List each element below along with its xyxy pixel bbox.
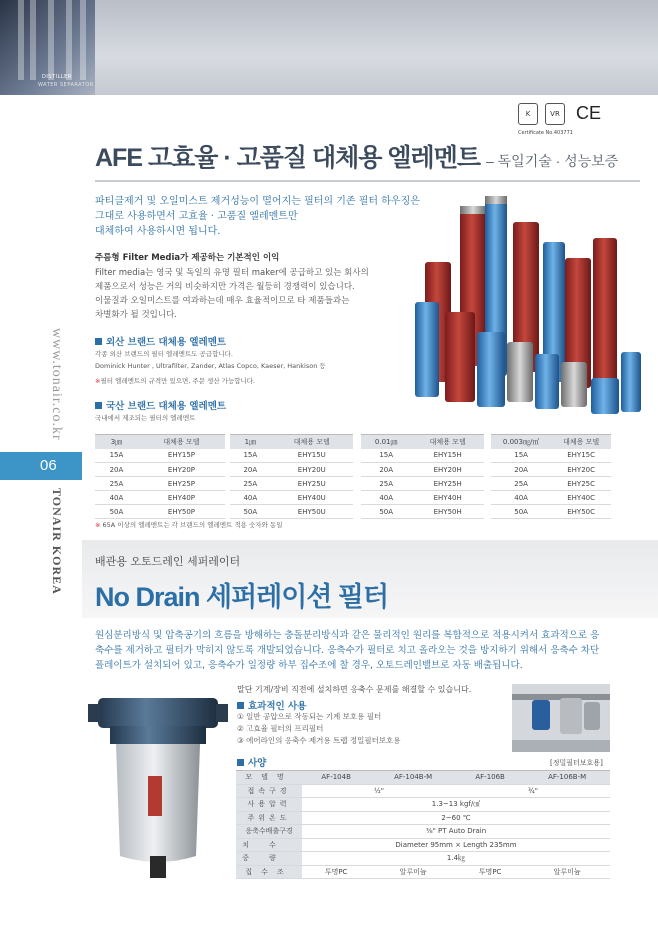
intro-line: 파티클제거 및 오일미스트 제거성능이 떨어지는 필터의 기존 필터 하우징은 (95, 196, 420, 207)
square-bullet-icon (95, 402, 102, 409)
afe-title (95, 138, 618, 174)
side-url: www.tonair.co.kr (49, 328, 64, 441)
foreign-note: ※필터 엘레멘트의 규격만 있으면, 주문 생산 가능합니다. (95, 377, 256, 385)
element-table-001um (361, 434, 484, 519)
list-item: ③ 에어라인의 응축수 제거용 트랩 정밀필터보호용 (237, 736, 401, 745)
note-star-icon: ※ (95, 377, 101, 385)
table-row: 50A EHY50H (361, 505, 484, 519)
spec-label: 사용압력 (236, 798, 302, 812)
foreign-brands: Dominick Hunter , Ultrafilter, Zander, Atlas Copco, Kaeser, Hankison 등 (95, 362, 326, 370)
filter-elements-photo (415, 182, 643, 422)
table-row: 중량 1.4㎏ (236, 852, 610, 866)
table-row: 20A EHY20H (361, 463, 484, 477)
table-row: 40A EHY40H (361, 491, 484, 505)
benefit-line: 차별화가 될 것입니다. (95, 310, 178, 320)
spec-label: 집수조 (236, 865, 302, 879)
intro-line: 대체하여 사용하시면 됩니다. (95, 226, 221, 237)
cert-k-icon: K (518, 103, 538, 125)
table-row: 40A EHY40C (491, 491, 611, 505)
uses-list (237, 711, 401, 747)
table-row: 40A EHY40U (230, 491, 353, 505)
element-table-3um (95, 434, 225, 519)
table-row: 접속구경 ½" ¾" (236, 784, 610, 798)
side-brand: TONAIR KOREA (50, 488, 64, 595)
table-row: 15A EHY15P (95, 449, 225, 463)
domestic-line1: 국내에서 제조되는 필터의 엘레멘트 (95, 414, 196, 422)
benefit-text (95, 266, 415, 322)
benefit-title: 주름형 Filter Media가 제공하는 기본적인 이익 (95, 253, 280, 263)
square-bullet-icon (237, 702, 244, 709)
table-row: 15A EHY15U (230, 449, 353, 463)
spec-label: 치수 (236, 838, 302, 852)
table-row: 20A EHY20U (230, 463, 353, 477)
table-row: 사용압력 1.3~13 kgf/㎠ (236, 798, 610, 812)
certificate-number: Certificate No.403771 (518, 130, 573, 136)
page-number: 06 (40, 457, 57, 474)
note-star-icon: ※ (95, 521, 101, 529)
desc-line: 축수를 제거하고 필터가 막히지 않도록 개발되었습니다. 응축수가 필터로 치고 올라오는 것을 방지하기 위해서 응축수 차단 (95, 645, 600, 656)
table-row: 15A EHY15H (361, 449, 484, 463)
header-brandline: DISTILLER (42, 74, 72, 80)
table-row: 25A EHY25P (95, 477, 225, 491)
installation-photo (512, 684, 610, 752)
element-table-1um (230, 434, 353, 519)
model-header: 대체용 모델 (138, 435, 225, 449)
benefit-line: Filter media는 영국 및 독일의 유명 필터 maker에 공급하고 있는 회사의 (95, 268, 369, 278)
afe-intro (95, 194, 425, 239)
benefit-line: 제품으로서 성능은 거의 비슷하지만 가격은 월등히 경쟁력이 있습니다. (95, 282, 355, 292)
desc-line: 원심분리방식 및 압축공기의 흐름을 방해하는 충돌분리방식과 같은 물리적인 원리를 복합적으로 적용시켜서 효과적으로 응 (95, 630, 600, 641)
table-row: 50A EHY50U (230, 505, 353, 519)
grade-header: 0.01㎛ (361, 435, 411, 449)
model-header: 대체용 모델 (271, 435, 353, 449)
table-row: 50A EHY50P (95, 505, 225, 519)
ce-mark: CE (576, 103, 602, 123)
uses-heading: 효과적인 사용 (237, 698, 306, 712)
domestic-heading: 국산 브랜드 대체용 엘레멘트 (95, 398, 226, 412)
afe-title-text: AFE 고효율 · 고품질 대체용 엘레멘트 (95, 144, 481, 172)
table-row: 15A EHY15C (491, 449, 611, 463)
table-row: 응축수배출구경 ⅜" PT Auto Drain (236, 825, 610, 839)
grade-header: 3㎛ (95, 435, 138, 449)
table-row: 집수조 투명PC 알루미늄 투명PC 알루미늄 (236, 865, 610, 879)
foreign-heading: 외산 브랜드 대체용 엘레멘트 (95, 334, 226, 348)
model-header: 대체용 모델 (551, 435, 611, 449)
certification-marks (518, 103, 602, 136)
table-row: 25A EHY25H (361, 477, 484, 491)
nodrain-title: No Drain 세퍼레이션 필터 (95, 582, 389, 612)
nodrain-description (95, 628, 635, 673)
spec-table (236, 770, 610, 879)
spec-label: 중량 (236, 852, 302, 866)
spec-heading: 사양 (237, 755, 266, 769)
table-row: 20A EHY20P (95, 463, 225, 477)
separator-filter-photo (88, 686, 228, 886)
benefit-line: 이물질과 오일미스트를 여과하는데 매우 효율적이므로 타 제품들과는 (95, 296, 350, 306)
afe-subtitle: – 독일기술 · 성능보증 (485, 153, 619, 169)
spec-note: [정밀필터보호용] (550, 759, 603, 767)
header-brandline-sub: WATER SEPARATOR (38, 82, 94, 88)
table-row: 치수 Diameter 95mm × Length 235mm (236, 838, 610, 852)
header-logo-graphic (0, 0, 95, 95)
model-header: 대체용 모델 (411, 435, 484, 449)
nodrain-pretitle: 배관용 오토드레인 세퍼레이터 (95, 555, 241, 568)
grade-header: 0.003㎎/㎥ (491, 435, 551, 449)
table-footnote: ※ 65A 이상의 엘레멘트는 각 브랜드의 엘레멘트 적용 숫자와 동일 (95, 521, 283, 529)
square-bullet-icon (237, 759, 244, 766)
cert-vr-icon: VR (545, 103, 565, 125)
spec-label: 모델명 (236, 771, 302, 785)
grade-header: 1㎛ (230, 435, 271, 449)
desc-line: 플레이트가 설치되어 있고, 응축수가 일정량 하부 집수조에 찰 경우, 오토드레인밸브로 자동 배출됩니다. (95, 660, 523, 671)
table-row: 40A EHY40P (95, 491, 225, 505)
spec-label: 응축수배출구경 (236, 825, 302, 839)
element-table-0003mg (491, 434, 611, 519)
table-row: 50A EHY50C (491, 505, 611, 519)
square-bullet-icon (95, 338, 102, 345)
table-row: 20A EHY20C (491, 463, 611, 477)
table-row: 25A EHY25C (491, 477, 611, 491)
nodrain-lead: 말단 기계/장비 직전에 설치하면 응축수 문제를 해결할 수 있습니다. (237, 685, 472, 694)
table-row: 모델명 AF-104B AF-104B-M AF-106B AF-106B-M (236, 771, 610, 785)
foreign-line1: 각종 외산 브랜드의 필터 엘레멘트도 공급합니다. (95, 350, 233, 358)
table-row: 주위온도 2~60 ℃ (236, 811, 610, 825)
list-item: ② 고효율 필터의 프리필터 (237, 724, 324, 733)
header-band (0, 0, 658, 95)
spec-label: 주위온도 (236, 811, 302, 825)
spec-label: 접속구경 (236, 784, 302, 798)
intro-line: 그대로 사용하면서 고효율 · 고품질 엘레멘트만 (95, 211, 298, 222)
table-row: 25A EHY25U (230, 477, 353, 491)
list-item: ① 일반 공압으로 작동되는 기계 보호용 필터 (237, 712, 382, 721)
